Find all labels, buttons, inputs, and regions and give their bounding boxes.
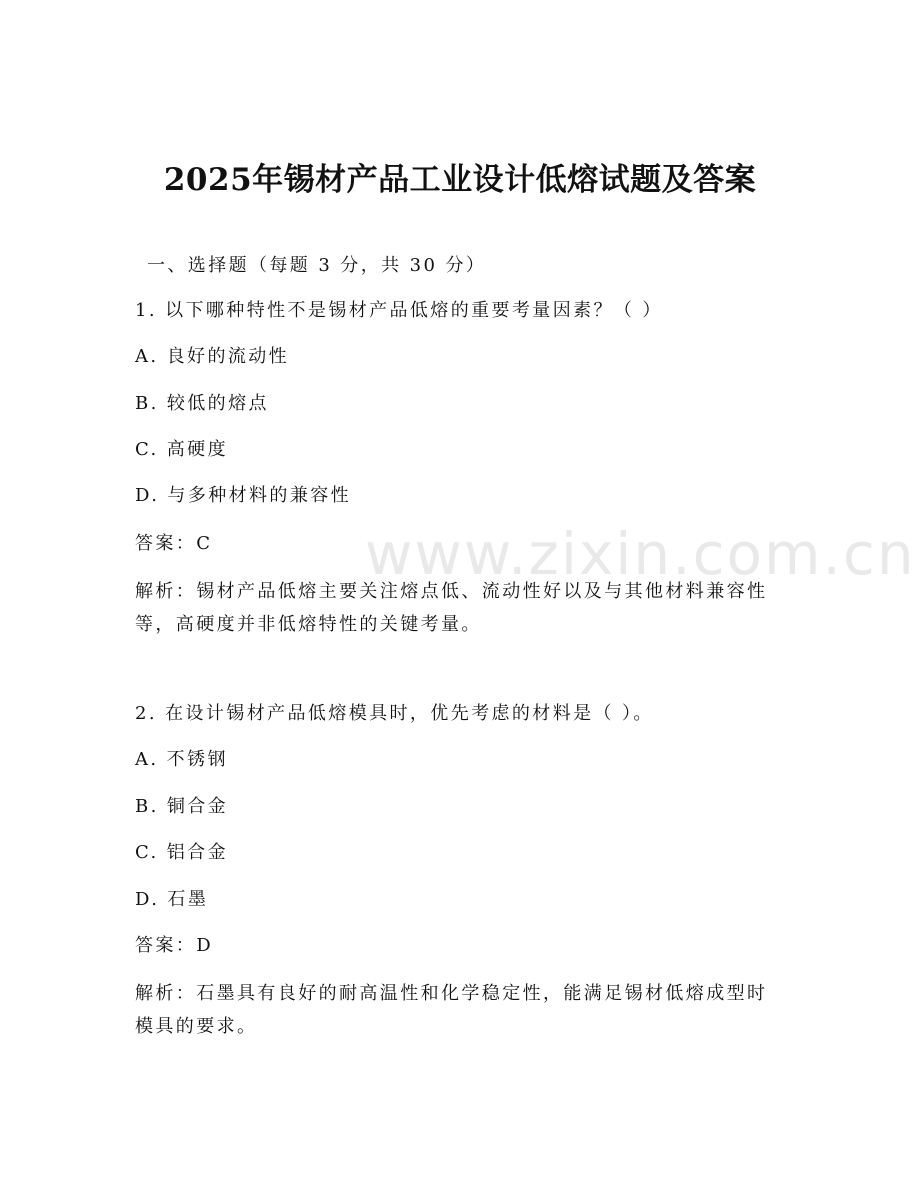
question-2-answer: 答案：D <box>135 935 214 956</box>
question-1-analysis: 解析：锡材产品低熔主要关注熔点低、流动性好以及与其他材料兼容性等，高硬度并非低熔特性的关键考量。 <box>135 581 768 635</box>
question-2-option-b: B. 铜合金 <box>135 796 229 817</box>
question-2-option-d: D. 石墨 <box>135 889 209 910</box>
question-1-answer: 答案：C <box>135 533 213 554</box>
question-2-option-c: C. 铝合金 <box>135 842 228 863</box>
section-heading: 一、选择题（每题 3 分，共 30 分） <box>147 255 487 276</box>
question-1-option-b: B. 较低的熔点 <box>135 393 269 414</box>
watermark: www.zixin.com.cn <box>365 520 916 588</box>
question-2-analysis: 解析：石墨具有良好的耐高温性和化学稳定性，能满足锡材低熔成型时模具的要求。 <box>135 983 768 1037</box>
question-2-option-a: A. 不锈钢 <box>135 749 228 770</box>
question-1-option-a: A. 良好的流动性 <box>135 346 290 367</box>
question-1-option-d: D. 与多种材料的兼容性 <box>135 485 352 506</box>
question-2-stem: 2. 在设计锡材产品低熔模具时，优先考虑的材料是（ ）。 <box>135 703 654 724</box>
question-1-stem: 1. 以下哪种特性不是锡材产品低熔的重要考量因素？（ ） <box>135 300 663 321</box>
page-title: 2025年锡材产品工业设计低熔试题及答案 <box>163 162 757 198</box>
question-1-option-c: C. 高硬度 <box>135 439 228 460</box>
